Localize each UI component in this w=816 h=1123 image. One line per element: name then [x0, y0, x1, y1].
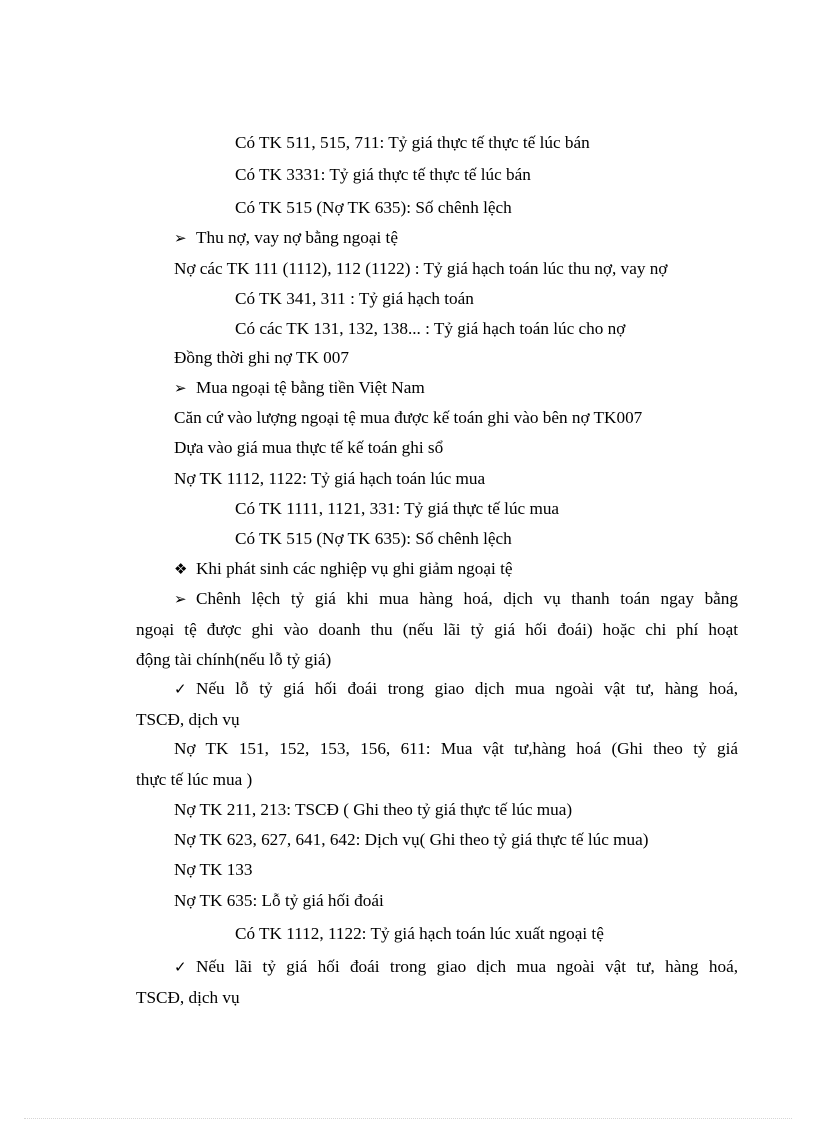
text-line: Có TK 515 (Nợ TK 635): Số chênh lệch	[235, 198, 512, 217]
bullet-item	[174, 956, 738, 978]
text-line: thực tế lúc mua )	[136, 770, 253, 789]
diamond-bullet-icon: ❖	[174, 560, 188, 578]
text-line: Có TK 1111, 1121, 331: Tỷ giá thực tế lúc mua	[235, 499, 560, 518]
bullet-item	[174, 227, 398, 249]
text-line: Có TK 3331: Tỷ giá thực tế thực tế lúc bán	[235, 165, 531, 184]
bullet-item	[174, 377, 425, 399]
text-line: Nợ TK 1112, 1122: Tỷ giá hạch toán lúc mua	[174, 469, 486, 488]
check-bullet-icon: ✓	[174, 958, 187, 976]
text-line: Nợ TK 635: Lỗ tỷ giá hối đoái	[174, 891, 384, 910]
text-line: Nợ TK 133	[174, 860, 253, 879]
text-line: Khi phát sinh các nghiệp vụ ghi giảm ngoại tệ	[196, 559, 513, 578]
text-line: Có TK 515 (Nợ TK 635): Số chênh lệch	[235, 529, 512, 548]
arrow-bullet-icon: ➢	[174, 379, 187, 397]
text-line: động tài chính(nếu lỗ tỷ giá)	[136, 650, 332, 669]
bullet-item	[174, 588, 738, 610]
bullet-item	[174, 558, 512, 580]
text-line: TSCĐ, dịch vụ	[136, 710, 240, 729]
text-line: Chênh lệch tỷ giá khi mua hàng hoá, dịch vụ thanh toán ngay bằng	[196, 589, 738, 608]
text-line: Có TK 1112, 1122: Tỷ giá hạch toán lúc xuất ngoại tệ	[235, 924, 604, 943]
text-line: Mua ngoại tệ bằng tiền Việt Nam	[196, 378, 425, 397]
text-line: Có các TK 131, 132, 138... : Tỷ giá hạch toán lúc cho nợ	[235, 319, 626, 338]
bullet-item	[174, 678, 738, 700]
text-line: Có TK 341, 311 : Tỷ giá hạch toán	[235, 289, 474, 308]
text-line: Nợ TK 151, 152, 153, 156, 611: Mua vật tư,hàng hoá (Ghi theo tỷ giá	[174, 739, 738, 758]
text-line: Dựa vào giá mua thực tế kế toán ghi sổ	[174, 438, 444, 457]
text-line: Có TK 511, 515, 711: Tỷ giá thực tế thực tế lúc bán	[235, 133, 590, 152]
text-line: Đồng thời ghi nợ TK 007	[174, 348, 349, 367]
text-line: Nợ các TK 111 (1112), 112 (1122) : Tỷ giá hạch toán lúc thu nợ, vay nợ	[174, 259, 668, 278]
arrow-bullet-icon: ➢	[174, 590, 187, 608]
page-bottom-divider	[24, 1118, 792, 1119]
text-line: Nợ TK 211, 213: TSCĐ ( Ghi theo tỷ giá thực tế lúc mua)	[174, 800, 573, 819]
text-line: ngoại tệ được ghi vào doanh thu (nếu lãi tỷ giá hối đoái) hoặc chi phí hoạt	[136, 620, 738, 639]
check-bullet-icon: ✓	[174, 680, 187, 698]
text-line: Nợ TK 623, 627, 641, 642: Dịch vụ( Ghi theo tỷ giá thực tế lúc mua)	[174, 830, 649, 849]
text-line: TSCĐ, dịch vụ	[136, 988, 240, 1007]
text-line: Nếu lỗ tỷ giá hối đoái trong giao dịch mua ngoài vật tư, hàng hoá,	[196, 679, 738, 698]
text-line: Nếu lãi tỷ giá hối đoái trong giao dịch mua ngoài vật tư, hàng hoá,	[196, 957, 738, 976]
text-line: Thu nợ, vay nợ bằng ngoại tệ	[196, 228, 398, 247]
arrow-bullet-icon: ➢	[174, 229, 187, 247]
text-line: Căn cứ vào lượng ngoại tệ mua được kế toán ghi vào bên nợ TK007	[174, 408, 643, 427]
